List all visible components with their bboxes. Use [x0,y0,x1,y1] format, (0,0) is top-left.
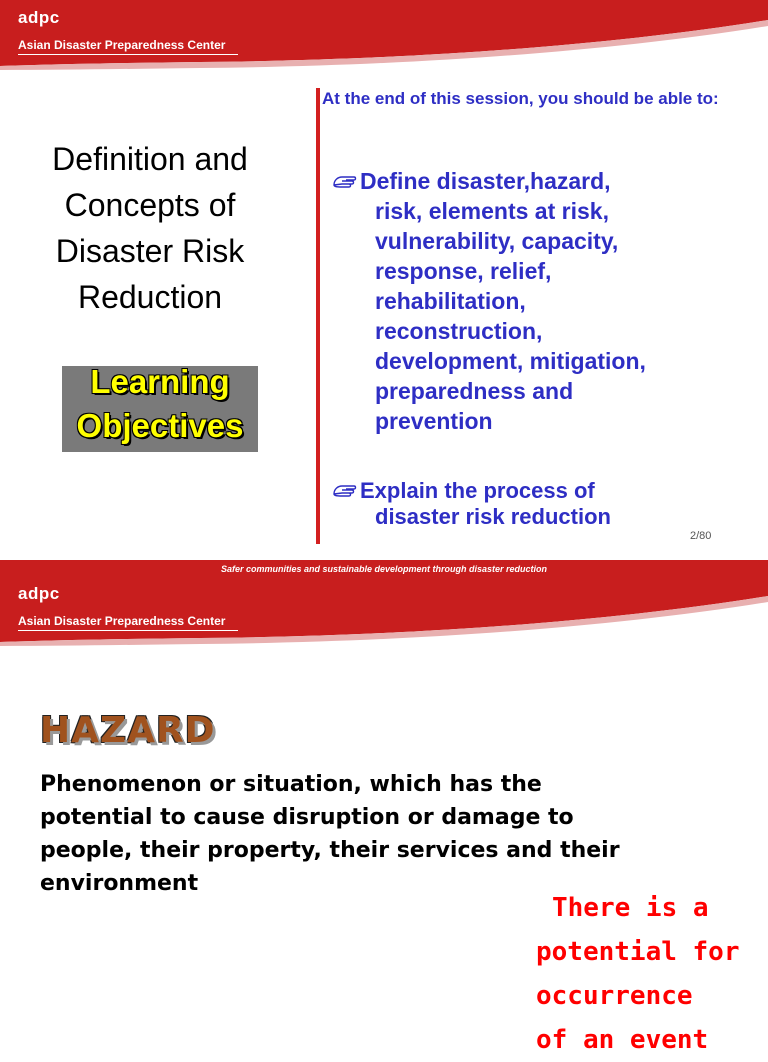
objective-text: Explain the process of [360,478,595,503]
header-swoosh-shape [0,0,768,70]
footer-tagline: Safer communities and sustainable development through disaster reduction [220,564,548,574]
pointing-hand-bullet-icon [332,482,360,498]
slide-number: 2/80 [690,530,712,542]
hazard-definition: Phenomenon or situation, which has the potential to cause disruption or damage to people, their property, their services and their environment [40,772,620,896]
hazard-callout [536,886,766,1062]
objective-text-line: response, relief, [375,258,552,284]
objective-text-line: rehabilitation, [375,288,526,314]
header-banner [0,0,768,70]
objective-text-line: development, mitigation, [375,348,646,374]
objective-text-line: preparedness and [375,378,574,404]
learning-objectives-label [62,360,258,448]
objective-text-line: reconstruction, [375,318,543,344]
vertical-divider [316,88,320,544]
objective-item-define [332,166,732,436]
learning-objectives-line: Objectives [76,407,244,444]
pointing-hand-bullet-icon [332,173,360,189]
objective-item-explain [332,478,732,530]
learning-objectives-line: Learning [90,363,230,400]
title-line: Reduction [77,279,223,315]
callout-line: There is a [552,893,709,923]
adpc-logo: adpc [18,8,60,27]
objective-text-line: risk, elements at risk, [375,198,609,224]
organization-name: Asian Disaster Preparedness Center [18,38,226,52]
slide-hazard [0,560,768,1055]
title-line: Disaster Risk [55,233,245,269]
title-line: Concepts of [64,187,236,223]
objective-text-line: disaster risk reduction [375,504,611,529]
organization-underline [18,54,238,55]
objective-text-line: vulnerability, capacity, [375,228,619,254]
callout-line: occurrence [536,981,693,1011]
header-banner [0,576,768,646]
objective-text-line: prevention [375,408,493,434]
organization-underline [18,630,238,631]
header-swoosh-shape [0,576,768,646]
callout-line: potential for [536,937,740,967]
adpc-logo: adpc [18,584,60,603]
session-intro-text: At the end of this session, you should be able to: [322,89,719,108]
objective-text: Define disaster,hazard, [360,168,611,194]
hazard-heading: HAZARD [40,710,216,751]
organization-name: Asian Disaster Preparedness Center [18,614,226,628]
slide-title [10,136,290,320]
title-line: Definition and [52,141,248,177]
callout-line: of an event [536,1025,709,1055]
